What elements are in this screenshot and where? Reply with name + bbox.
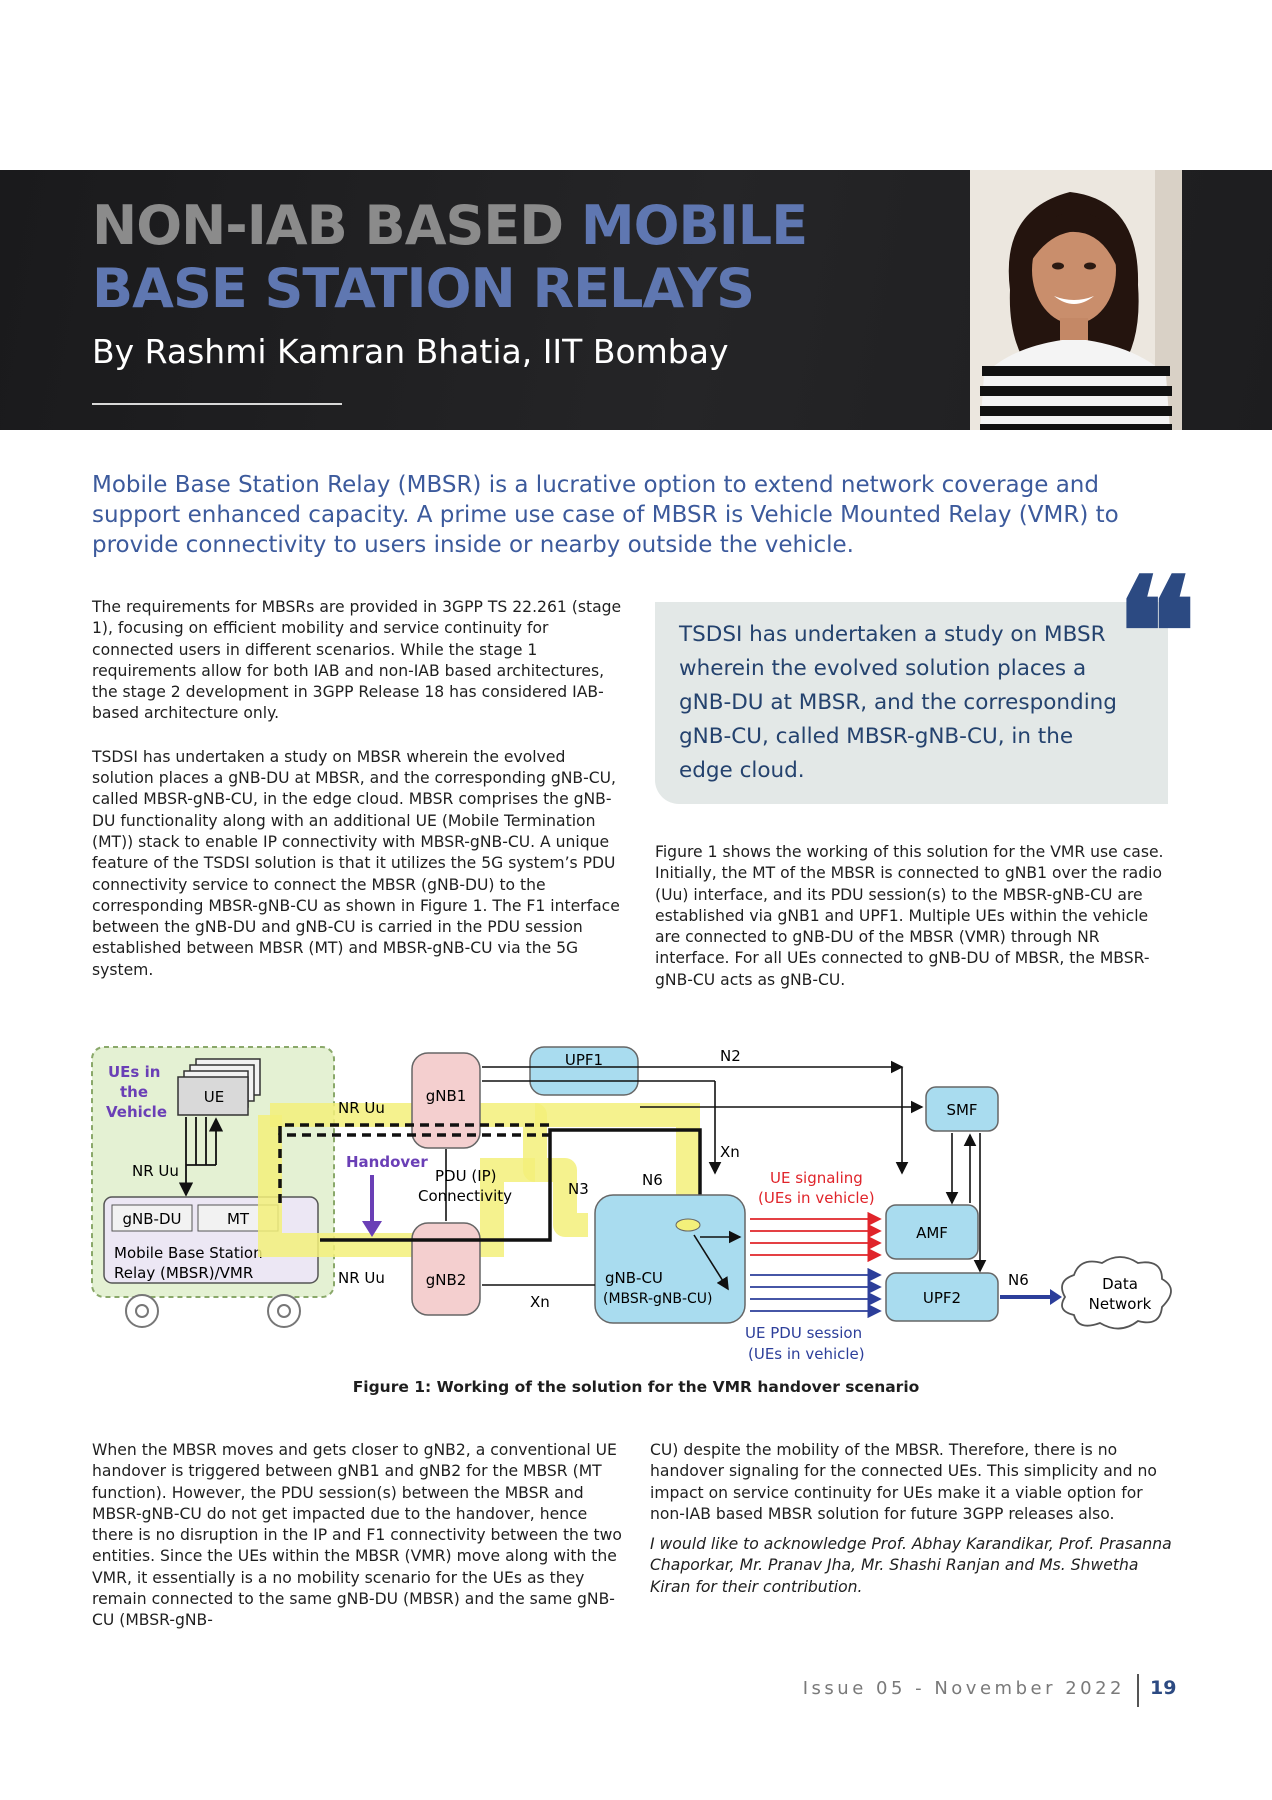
title-banner <box>0 170 1272 430</box>
mbsr-label: Relay (MBSR)/VMR <box>114 1264 254 1282</box>
pdu-label: PDU (IP) <box>435 1167 497 1185</box>
gnb2-box <box>412 1223 480 1315</box>
amf-label: AMF <box>916 1224 948 1242</box>
n6-label: N6 <box>1008 1271 1029 1289</box>
gnb2-label: gNB2 <box>425 1271 467 1289</box>
paragraph: TSDSI has undertaken a study on MBSR wherein the evolved solution places a gNB-DU at MBSR, and the corresponding gNB-CU, called MBSR-gNB-CU, in the edge cloud. MBSR comprises the gNB-DU functionality along with an additional UE (Mobile Termination (MT)) stack to enable IP connectivity with MBSR-gNB-CU. A unique feature of the TSDSI solution is that it utilizes the 5G system’s PDU connectivity service to connect the MBSR (gNB-DU) to the corresponding MBSR-gNB-CU as shown in Figure 1. The F1 interface between the gNB-DU and gNB-CU is carried in the PDU session established between MBSR (MT) and MBSR-gNB-CU via the 5G system. <box>92 747 620 979</box>
ue-pdu-label: (UEs in vehicle) <box>748 1345 865 1363</box>
right-column <box>655 842 1175 1011</box>
mbsr-label: Mobile Base Station <box>114 1244 263 1262</box>
article-title <box>92 194 972 320</box>
issue-label: Issue 05 - November 2022 <box>802 1678 1125 1699</box>
paragraph: The requirements for MBSRs are provided in 3GPP TS 22.261 (stage 1), focusing on efficient mobility and service continuity for connected users in different scenarios. While the stage 1 requirements allow for both IAB and non-IAB based architectures, the stage 2 development in 3GPP Release 18 has considered IAB-based architecture only. <box>92 598 622 723</box>
author-photo-illustration <box>970 170 1182 430</box>
bottom-left-column <box>92 1440 627 1652</box>
title-divider <box>92 403 342 405</box>
gnb-cu-label: (MBSR-gNB-CU) <box>603 1291 713 1307</box>
author-portrait <box>970 170 1182 430</box>
n2-label: N2 <box>720 1047 741 1065</box>
ues-in-vehicle-label: the <box>120 1083 149 1101</box>
ues-in-vehicle-label: Vehicle <box>106 1103 167 1121</box>
title-part-blue-1: MOBILE <box>580 194 808 257</box>
smf-label: SMF <box>946 1101 978 1119</box>
architecture-diagram <box>90 1045 1185 1365</box>
upf2-label: UPF2 <box>922 1289 962 1307</box>
n3-label: N3 <box>568 1180 589 1198</box>
title-part-blue-2: BASE STATION RELAYS <box>92 257 754 320</box>
n6-arrow-icon <box>1050 1289 1062 1305</box>
gnb-cu-label: gNB-CU <box>605 1269 663 1287</box>
xn-label: Xn <box>530 1293 550 1311</box>
gnb1-label: gNB1 <box>425 1087 467 1105</box>
acknowledgement: I would like to acknowledge Prof. Abhay Karandikar, Prof. Prasanna Chaporkar, Mr. Pranav Jha, Mr. Shashi Ranjan and Ms. Shwetha Kiran for their contribution. <box>650 1535 1172 1596</box>
data-network-label: Network <box>1088 1295 1152 1313</box>
upf1-label: UPF1 <box>564 1051 604 1069</box>
xn-label: Xn <box>720 1143 740 1161</box>
left-column <box>92 597 622 1001</box>
ue-pdu-label: UE PDU session <box>745 1324 863 1342</box>
data-network-label: Data <box>1102 1275 1138 1293</box>
nr-uu-label: NR Uu <box>338 1099 385 1117</box>
nr-uu-label: NR Uu <box>338 1269 385 1287</box>
page-number: 19 <box>1150 1677 1177 1699</box>
paragraph: When the MBSR moves and gets closer to gNB2, a conventional UE handover is triggered between gNB1 and gNB2 for the MBSR (MT function). However, the PDU session(s) between the MBSR and MBSR-gNB-CU do not get impacted due to the handover, hence there is no disruption in the IP and F1 connectivity between the two entities. Since the UEs within the MBSR (VMR) move along with the VMR, it essentially is a no mobility scenario for the UEs as they remain connected to the same gNB-DU (MBSR) and the same gNB-CU (MBSR-gNB- <box>92 1441 622 1630</box>
n6-label: N6 <box>642 1171 663 1189</box>
mt-label: MT <box>226 1210 250 1228</box>
byline: By Rashmi Kamran Bhatia, IIT Bombay <box>92 332 729 371</box>
paragraph: CU) despite the mobility of the MBSR. Therefore, there is no handover signaling for the connected UEs. This simplicity and no impact on service continuity for UEs make it a viable option for non-IAB based MBSR solution for future 3GPP releases also. <box>650 1441 1157 1523</box>
ue-signaling-label: (UEs in vehicle) <box>758 1189 875 1207</box>
quote-mark-icon: ❝ <box>1116 545 1197 721</box>
ues-in-vehicle-label: UEs in <box>108 1063 161 1081</box>
ue-signaling-label: UE signaling <box>770 1169 863 1187</box>
pdu-label: Connectivity <box>418 1187 512 1205</box>
article-lead: Mobile Base Station Relay (MBSR) is a lucrative option to extend network coverage and support enhanced capacity. A prime use case of MBSR is Vehicle Mounted Relay (VMR) to provide connectivity to users inside or nearby outside the vehicle. <box>92 472 1119 558</box>
paragraph: Figure 1 shows the working of this solution for the VMR use case. Initially, the MT of the MBSR is connected to gNB1 over the radio (Uu) interface, and its PDU session(s) to the MBSR-gNB-CU are established via gNB1 and UPF1. Multiple UEs within the vehicle are connected to gNB-DU of the MBSR (VMR) through NR interface. For all UEs connected to gNB-DU of MBSR, the MBSR-gNB-CU acts as gNB-CU. <box>655 843 1164 989</box>
handover-label: Handover <box>346 1153 428 1171</box>
footer-divider <box>1137 1674 1139 1707</box>
figure-caption: Figure 1: Working of the solution for the VMR handover scenario <box>352 1378 920 1396</box>
gnb-du-label: gNB-DU <box>122 1210 182 1228</box>
bottom-right-column <box>650 1440 1180 1618</box>
ue-label: UE <box>203 1088 225 1106</box>
nr-uu-label: NR Uu <box>132 1162 179 1180</box>
pull-quote: TSDSI has undertaken a study on MBSR wherein the evolved solution places a gNB-DU at MBSR, and the corresponding gNB-CU, called MBSR-gNB-CU, in the edge cloud. <box>679 622 1117 783</box>
figure-1-diagram <box>90 1045 1185 1365</box>
title-part-grey: NON-IAB BASED <box>92 194 581 257</box>
